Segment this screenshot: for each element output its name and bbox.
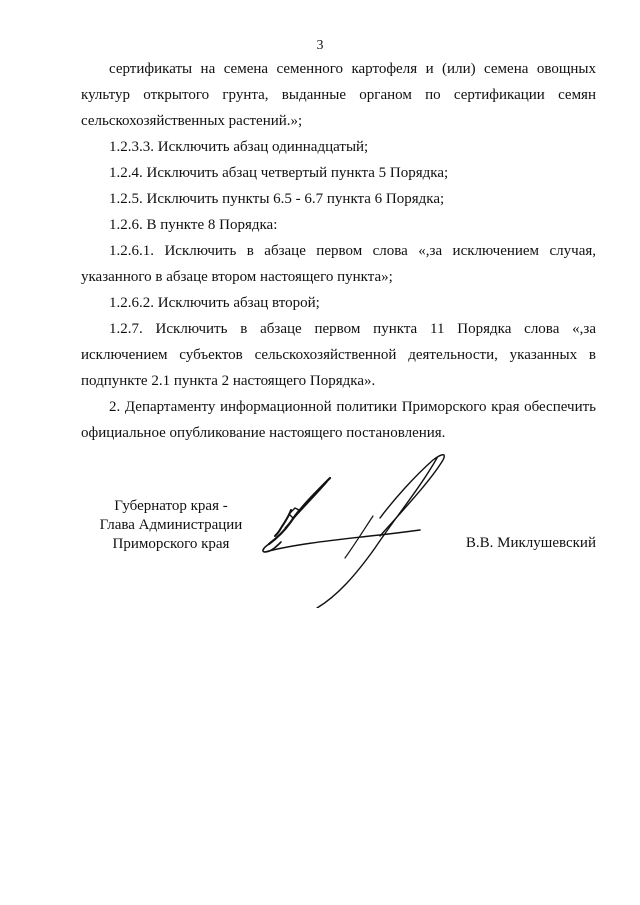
document-body <box>81 56 596 446</box>
paragraph-1-2-6-1: 1.2.6.1. Исключить в абзаце первом слова «,за исключением случая, указанного в абзаце втором настоящего пункта»; <box>81 243 596 285</box>
paragraph-1-2-6: 1.2.6. В пункте 8 Порядка: <box>109 217 278 233</box>
signer-title-line-2: Глава Администрации <box>99 517 243 533</box>
page-number: 3 <box>316 38 324 53</box>
paragraph-1-2-7: 1.2.7. Исключить в абзаце первом пункта 11 Порядка слова «,за исключением субъектов сельскохозяйственной деятельности, указанных в подпункте 2.1 пункта 2 настоящего Порядка». <box>81 321 596 389</box>
paragraph-1-2-4: 1.2.4. Исключить абзац четвертый пункта 5 Порядка; <box>109 165 449 181</box>
paragraph-certificates-continuation: сертификаты на семена семенного картофеля и (или) семена овощных культур открытого грунта, выданные органом по сертификации семян сельскохозяйственных растений.»; <box>81 61 596 129</box>
paragraph-1-2-3-3: 1.2.3.3. Исключить абзац одиннадцатый; <box>109 139 369 155</box>
handwritten-signature <box>255 448 455 608</box>
signer-title-line-3: Приморского края <box>112 536 230 552</box>
paragraph-1-2-5: 1.2.5. Исключить пункты 6.5 - 6.7 пункта 6 Порядка; <box>109 191 445 207</box>
signer-name: В.В. Миклушевский <box>465 535 596 551</box>
paragraph-1-2-6-2: 1.2.6.2. Исключить абзац второй; <box>109 295 320 311</box>
signer-title-line-1: Губернатор края - <box>114 498 228 514</box>
paragraph-2-publication: 2. Департаменту информационной политики Приморского края обеспечить официальное опубликование настоящего постановления. <box>81 399 596 441</box>
signer-title <box>81 497 261 554</box>
